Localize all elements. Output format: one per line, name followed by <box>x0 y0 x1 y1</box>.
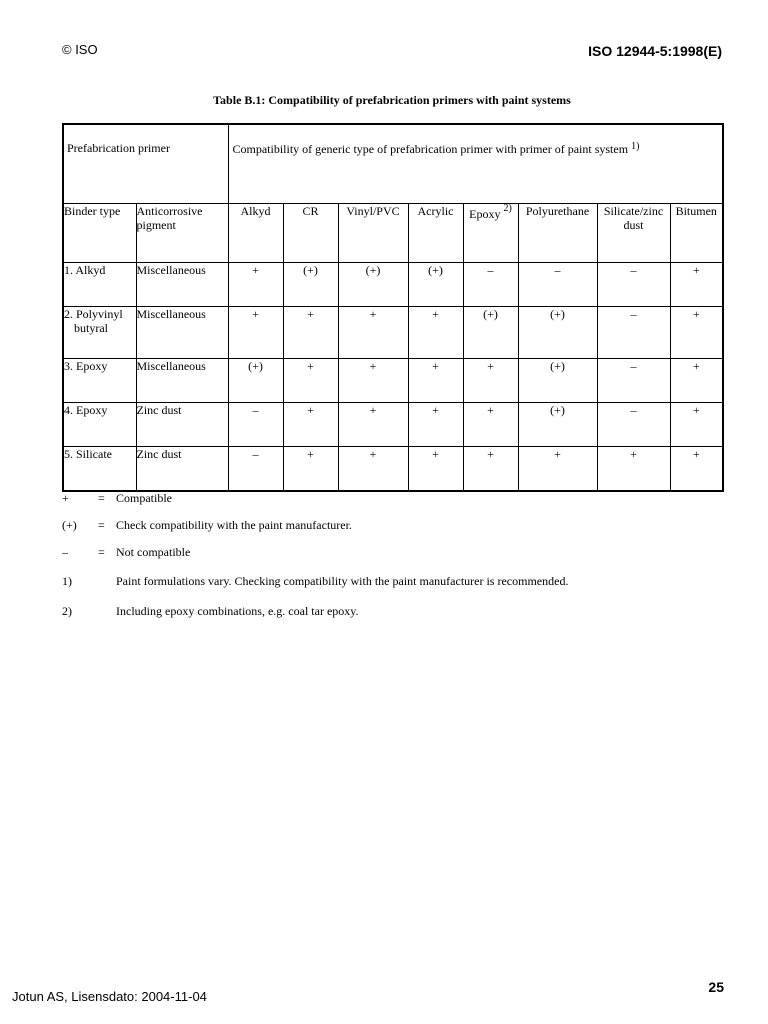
cell-value: – <box>463 263 518 307</box>
cell-value: (+) <box>408 263 463 307</box>
cell-value: – <box>228 447 283 492</box>
cell-value: + <box>408 307 463 359</box>
header-compatibility <box>228 124 723 204</box>
table-header-row-top <box>63 124 723 204</box>
cell-value: + <box>670 403 723 447</box>
cell-value: + <box>597 447 670 492</box>
standard-number: ISO 12944-5:1998(E) <box>588 43 722 59</box>
cell-value: + <box>338 307 408 359</box>
row-binder <box>63 307 136 359</box>
row-binder: 5. Silicate <box>63 447 136 492</box>
cell-value: + <box>338 403 408 447</box>
footnote-ref-1: 1) <box>631 141 640 152</box>
table-row <box>63 403 723 447</box>
cell-value: – <box>597 307 670 359</box>
table-header-row-sub <box>63 204 723 263</box>
cell-value: + <box>228 263 283 307</box>
cell-value: + <box>338 447 408 492</box>
cell-value: + <box>408 403 463 447</box>
legend-symbol: (+) <box>62 518 77 532</box>
cell-value: + <box>518 447 597 492</box>
legend-symbol: – <box>62 545 68 559</box>
cell-value: + <box>283 359 338 403</box>
footnote-number: 1) <box>62 574 72 588</box>
row-pigment: Zinc dust <box>136 403 228 447</box>
cell-value: + <box>670 307 723 359</box>
cell-value: – <box>597 359 670 403</box>
header-silicate-zinc-dust: Silicate/zinc dust <box>597 204 670 263</box>
table-row <box>63 359 723 403</box>
row-binder: 3. Epoxy <box>63 359 136 403</box>
footnote-number: 2) <box>62 604 72 618</box>
legend-symbol: + <box>62 491 69 505</box>
footnote-text: Including epoxy combinations, e.g. coal tar epoxy. <box>116 604 359 618</box>
cell-value: – <box>597 403 670 447</box>
legend-text: Compatible <box>116 491 172 505</box>
cell-value: + <box>670 359 723 403</box>
footnote-ref-2: 2) <box>503 203 512 214</box>
cell-value: + <box>463 359 518 403</box>
table-row <box>63 307 723 359</box>
cell-value: + <box>228 307 283 359</box>
cell-value: (+) <box>283 263 338 307</box>
row-pigment: Miscellaneous <box>136 263 228 307</box>
cell-value: (+) <box>518 307 597 359</box>
table-title: Table B.1: Compatibility of prefabrication primers with paint systems <box>213 93 571 107</box>
cell-value: (+) <box>228 359 283 403</box>
row-binder-line2: butyral <box>74 321 108 335</box>
cell-value: + <box>463 447 518 492</box>
cell-value: – <box>228 403 283 447</box>
compatibility-table <box>62 123 724 492</box>
header-acrylic: Acrylic <box>408 204 463 263</box>
header-vinyl-pvc: Vinyl/PVC <box>338 204 408 263</box>
row-binder: 1. Alkyd <box>63 263 136 307</box>
cell-value: – <box>597 263 670 307</box>
legend-equals: = <box>98 545 105 559</box>
cell-value: + <box>408 447 463 492</box>
cell-value: (+) <box>518 359 597 403</box>
header-prefabrication-primer: Prefabrication primer <box>63 124 228 204</box>
row-binder: 4. Epoxy <box>63 403 136 447</box>
cell-value: + <box>670 447 723 492</box>
cell-value: + <box>283 447 338 492</box>
header-compatibility-text: Compatibility of generic type of prefabrication primer with primer of paint system <box>232 142 629 156</box>
header-epoxy-text: Epoxy <box>469 207 501 221</box>
cell-value: (+) <box>463 307 518 359</box>
cell-value: + <box>463 403 518 447</box>
cell-value: + <box>408 359 463 403</box>
row-pigment: Miscellaneous <box>136 359 228 403</box>
page-number: 25 <box>708 979 724 995</box>
header-cr: CR <box>283 204 338 263</box>
copyright-label: © ISO <box>62 42 98 57</box>
row-pigment: Miscellaneous <box>136 307 228 359</box>
cell-value: + <box>338 359 408 403</box>
row-binder-line1: 2. Polyvinyl <box>64 307 123 321</box>
cell-value: + <box>283 403 338 447</box>
footnote-text: Paint formulations vary. Checking compatibility with the paint manufacturer is recommended. <box>116 574 569 588</box>
table-row <box>63 263 723 307</box>
legend-text: Not compatible <box>116 545 191 559</box>
header-epoxy <box>463 204 518 263</box>
cell-value: + <box>283 307 338 359</box>
cell-value: (+) <box>338 263 408 307</box>
row-pigment: Zinc dust <box>136 447 228 492</box>
cell-value: (+) <box>518 403 597 447</box>
header-alkyd: Alkyd <box>228 204 283 263</box>
header-polyurethane: Polyurethane <box>518 204 597 263</box>
legend-text: Check compatibility with the paint manufacturer. <box>116 518 352 532</box>
header-bitumen: Bitumen <box>670 204 723 263</box>
legend-equals: = <box>98 518 105 532</box>
license-footer: Jotun AS, Lisensdato: 2004-11-04 <box>12 989 207 1004</box>
cell-value: + <box>670 263 723 307</box>
cell-value: – <box>518 263 597 307</box>
table-row <box>63 447 723 492</box>
header-anticorrosive-pigment: Anticorrosive pigment <box>136 204 228 263</box>
legend-equals: = <box>98 491 105 505</box>
header-binder-type: Binder type <box>63 204 136 263</box>
